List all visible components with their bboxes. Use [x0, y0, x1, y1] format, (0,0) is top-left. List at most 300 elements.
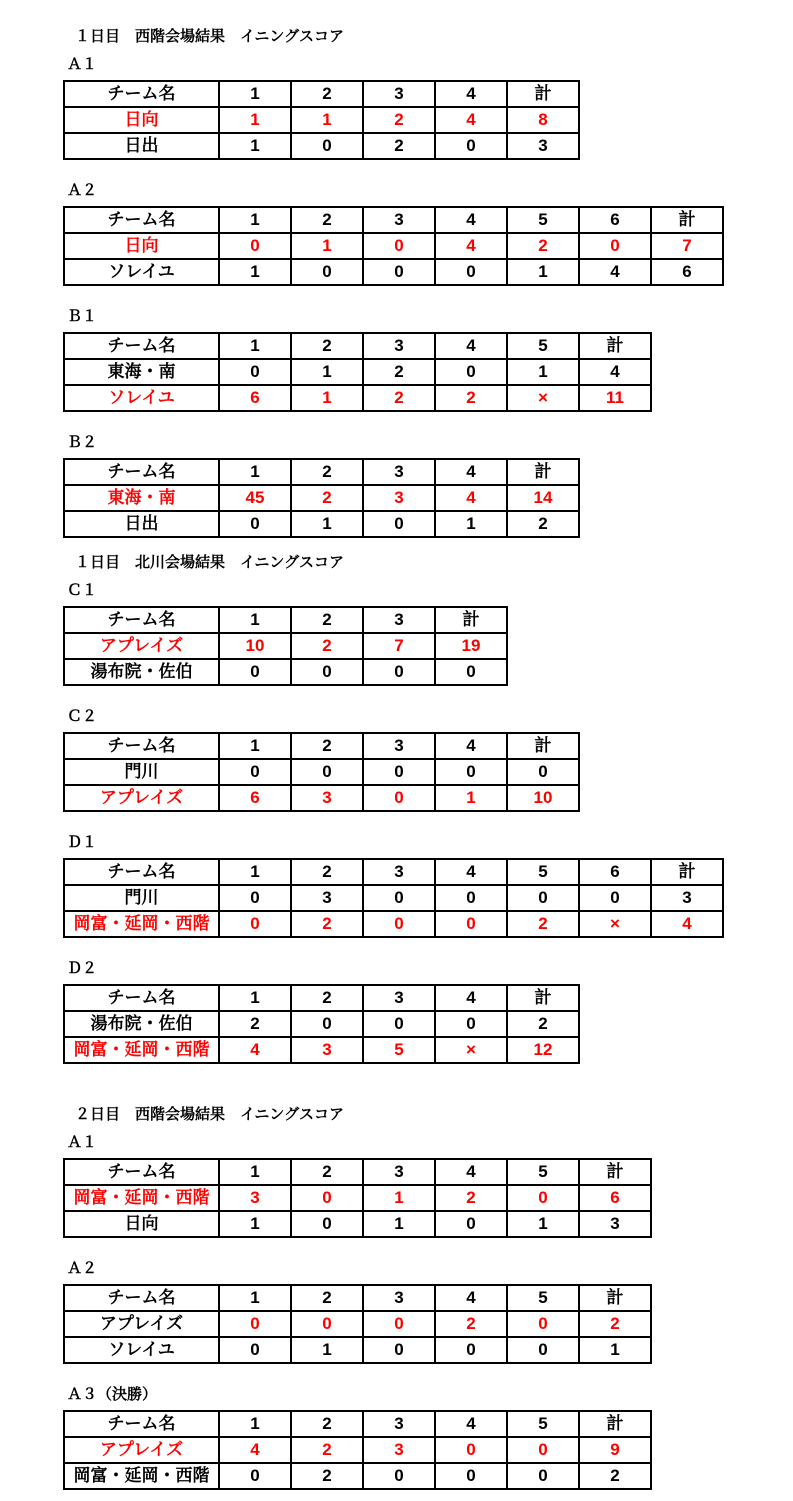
inning-score-cell: 2 — [435, 1185, 507, 1211]
inning-number-header: 3 — [363, 607, 435, 633]
header-row — [64, 207, 723, 233]
team-name-cell: 岡富・延岡・西階 — [64, 1185, 219, 1211]
total-score-cell: 6 — [579, 1185, 651, 1211]
team-name-header: チーム名 — [64, 207, 219, 233]
match-label: Ａ２ — [67, 1260, 98, 1277]
inning-score-cell: 1 — [219, 107, 291, 133]
inning-number-header: 1 — [219, 333, 291, 359]
inning-number-header: 3 — [363, 859, 435, 885]
header-row — [64, 985, 579, 1011]
inning-score-cell: 0 — [507, 1463, 579, 1489]
inning-score-cell: 3 — [291, 785, 363, 811]
team-name-cell: アプレイズ — [64, 785, 219, 811]
inning-number-header: 2 — [291, 1411, 363, 1437]
total-score-cell: 7 — [651, 233, 723, 259]
team-name-header: チーム名 — [64, 1285, 219, 1311]
inning-score-cell: 0 — [363, 885, 435, 911]
inning-score-cell: 4 — [435, 107, 507, 133]
inning-number-header: 6 — [579, 207, 651, 233]
inning-score-cell: × — [507, 385, 579, 411]
total-score-cell: 3 — [579, 1211, 651, 1237]
team-name-header: チーム名 — [64, 733, 219, 759]
inning-score-cell: 2 — [291, 911, 363, 937]
inning-score-cell: × — [435, 1037, 507, 1063]
inning-number-header: 2 — [291, 733, 363, 759]
inning-score-cell: 1 — [219, 259, 291, 285]
team-row — [64, 107, 579, 133]
inning-score-cell: 1 — [507, 359, 579, 385]
table-head — [64, 859, 723, 885]
inning-score-cell: 0 — [507, 1185, 579, 1211]
team-name-cell: アプレイズ — [64, 1311, 219, 1337]
inning-number-header: 6 — [579, 859, 651, 885]
inning-score-cell: 0 — [435, 259, 507, 285]
inning-score-cell: 0 — [363, 911, 435, 937]
team-name-cell: アプレイズ — [64, 1437, 219, 1463]
team-name-cell: 日向 — [64, 233, 219, 259]
inning-score-cell: 0 — [291, 1211, 363, 1237]
inning-score-cell: 45 — [219, 485, 291, 511]
inning-score-cell: 2 — [363, 359, 435, 385]
inning-score-cell: 2 — [363, 107, 435, 133]
inning-score-cell: 4 — [219, 1037, 291, 1063]
table-head — [64, 81, 579, 107]
result-section — [0, 1106, 793, 1490]
team-name-cell: 日向 — [64, 1211, 219, 1237]
inning-score-table — [63, 858, 724, 938]
inning-score-cell: 0 — [435, 1211, 507, 1237]
inning-score-cell: 0 — [435, 1463, 507, 1489]
inning-score-cell: 2 — [363, 385, 435, 411]
inning-score-cell: 0 — [435, 359, 507, 385]
inning-score-cell: 0 — [219, 511, 291, 537]
inning-score-cell: 7 — [363, 633, 435, 659]
inning-number-header: 1 — [219, 1411, 291, 1437]
inning-number-header: 4 — [435, 207, 507, 233]
inning-score-cell: 2 — [435, 1311, 507, 1337]
team-name-cell: 日出 — [64, 133, 219, 159]
inning-score-cell: 0 — [435, 1337, 507, 1363]
team-name-cell: 岡富・延岡・西階 — [64, 1463, 219, 1489]
inning-number-header: 5 — [507, 1159, 579, 1185]
inning-score-cell: 0 — [507, 885, 579, 911]
header-row — [64, 333, 651, 359]
table-head — [64, 333, 651, 359]
inning-score-cell: 1 — [291, 1337, 363, 1363]
match-label: Ａ１ — [67, 1134, 98, 1151]
inning-score-cell: 1 — [291, 511, 363, 537]
inning-score-cell: 5 — [363, 1037, 435, 1063]
inning-number-header: 4 — [435, 333, 507, 359]
inning-score-cell: 0 — [291, 1311, 363, 1337]
inning-number-header: 2 — [291, 985, 363, 1011]
inning-number-header: 1 — [219, 859, 291, 885]
team-name-header: チーム名 — [64, 1159, 219, 1185]
inning-score-cell: 2 — [507, 911, 579, 937]
total-score-cell: 1 — [579, 1337, 651, 1363]
inning-score-cell: 0 — [219, 911, 291, 937]
inning-score-cell: 1 — [435, 511, 507, 537]
section-title: １日目 北川会場結果 イニングスコア — [75, 554, 344, 571]
inning-score-table — [63, 1410, 652, 1490]
inning-score-cell: 0 — [291, 659, 363, 685]
inning-score-table — [63, 606, 508, 686]
inning-score-cell: 4 — [219, 1437, 291, 1463]
total-score-cell: 14 — [507, 485, 579, 511]
inning-score-cell: 1 — [435, 785, 507, 811]
inning-score-cell: 1 — [219, 1211, 291, 1237]
inning-score-cell: 10 — [219, 633, 291, 659]
table-head — [64, 985, 579, 1011]
inning-score-cell: 0 — [363, 259, 435, 285]
team-row — [64, 759, 579, 785]
result-section — [0, 28, 793, 538]
inning-score-cell: 0 — [219, 759, 291, 785]
team-row — [64, 1311, 651, 1337]
inning-score-cell: 1 — [507, 1211, 579, 1237]
inning-score-table — [63, 332, 652, 412]
table-body — [64, 1185, 651, 1237]
inning-score-table — [63, 458, 580, 538]
match-label: Ｂ２ — [67, 434, 98, 451]
header-row — [64, 859, 723, 885]
total-header: 計 — [507, 733, 579, 759]
team-row — [64, 511, 579, 537]
total-score-cell: 12 — [507, 1037, 579, 1063]
team-name-cell: アプレイズ — [64, 633, 219, 659]
inning-number-header: 5 — [507, 1411, 579, 1437]
inning-score-table — [63, 206, 724, 286]
inning-number-header: 2 — [291, 459, 363, 485]
inning-score-cell: 0 — [363, 659, 435, 685]
table-body — [64, 633, 507, 685]
team-name-cell: 東海・南 — [64, 485, 219, 511]
inning-score-cell: 3 — [363, 1437, 435, 1463]
inning-score-cell: 0 — [363, 1311, 435, 1337]
inning-score-cell: 2 — [435, 385, 507, 411]
match-label: Ｄ１ — [67, 834, 98, 851]
inning-score-cell: 1 — [507, 259, 579, 285]
inning-score-cell: 0 — [363, 1337, 435, 1363]
table-body — [64, 1437, 651, 1489]
inning-score-cell: 0 — [435, 1011, 507, 1037]
inning-number-header: 2 — [291, 81, 363, 107]
inning-score-cell: 0 — [435, 133, 507, 159]
inning-number-header: 5 — [507, 333, 579, 359]
team-row — [64, 359, 651, 385]
match-label: Ａ２ — [67, 182, 98, 199]
header-row — [64, 1411, 651, 1437]
inning-number-header: 1 — [219, 1159, 291, 1185]
inning-number-header: 5 — [507, 1285, 579, 1311]
inning-score-table — [63, 80, 580, 160]
match-label: Ｄ２ — [67, 960, 98, 977]
inning-score-report — [0, 28, 793, 1490]
team-row — [64, 259, 723, 285]
team-row — [64, 785, 579, 811]
total-score-cell: 2 — [507, 511, 579, 537]
inning-score-cell: 0 — [579, 885, 651, 911]
header-row — [64, 81, 579, 107]
match-label: Ｃ１ — [67, 582, 98, 599]
inning-number-header: 4 — [435, 859, 507, 885]
team-name-cell: 門川 — [64, 759, 219, 785]
total-score-cell: 3 — [507, 133, 579, 159]
inning-score-table — [63, 732, 580, 812]
table-body — [64, 107, 579, 159]
team-row — [64, 1211, 651, 1237]
inning-score-cell: 2 — [291, 485, 363, 511]
team-name-cell: 門川 — [64, 885, 219, 911]
inning-number-header: 1 — [219, 459, 291, 485]
inning-score-cell: 4 — [435, 485, 507, 511]
team-row — [64, 385, 651, 411]
inning-number-header: 1 — [219, 207, 291, 233]
inning-score-cell: 2 — [363, 133, 435, 159]
header-row — [64, 1159, 651, 1185]
team-name-cell: 岡富・延岡・西階 — [64, 911, 219, 937]
result-section — [0, 554, 793, 1064]
team-name-header: チーム名 — [64, 333, 219, 359]
inning-score-cell: 1 — [291, 385, 363, 411]
team-name-header: チーム名 — [64, 1411, 219, 1437]
team-name-header: チーム名 — [64, 607, 219, 633]
inning-score-cell: 0 — [507, 1311, 579, 1337]
team-row — [64, 911, 723, 937]
inning-number-header: 3 — [363, 207, 435, 233]
team-row — [64, 1185, 651, 1211]
inning-score-cell: 0 — [219, 359, 291, 385]
table-head — [64, 1411, 651, 1437]
total-header: 計 — [651, 859, 723, 885]
inning-score-cell: 0 — [363, 759, 435, 785]
inning-score-cell: 2 — [219, 1011, 291, 1037]
table-body — [64, 1011, 579, 1063]
inning-number-header: 3 — [363, 81, 435, 107]
section-title: １日目 西階会場結果 イニングスコア — [75, 28, 344, 45]
total-score-cell: 2 — [579, 1311, 651, 1337]
inning-score-cell: 0 — [219, 1337, 291, 1363]
inning-number-header: 5 — [507, 859, 579, 885]
inning-score-cell: 0 — [363, 1011, 435, 1037]
team-name-cell: ソレイユ — [64, 1337, 219, 1363]
inning-score-cell: 6 — [219, 385, 291, 411]
inning-score-cell: 0 — [219, 1311, 291, 1337]
team-name-cell: 岡富・延岡・西階 — [64, 1037, 219, 1063]
total-score-cell: 10 — [507, 785, 579, 811]
total-header: 計 — [507, 459, 579, 485]
header-row — [64, 733, 579, 759]
table-head — [64, 607, 507, 633]
section-title: ２日目 西階会場結果 イニングスコア — [75, 1106, 344, 1123]
team-row — [64, 1011, 579, 1037]
team-name-cell: ソレイユ — [64, 259, 219, 285]
inning-score-cell: 0 — [435, 759, 507, 785]
inning-score-cell: × — [579, 911, 651, 937]
inning-score-cell: 1 — [291, 359, 363, 385]
team-row — [64, 1037, 579, 1063]
inning-score-cell: 0 — [219, 885, 291, 911]
inning-number-header: 4 — [435, 985, 507, 1011]
table-body — [64, 759, 579, 811]
inning-number-header: 4 — [435, 733, 507, 759]
inning-score-cell: 1 — [363, 1185, 435, 1211]
inning-score-table — [63, 1158, 652, 1238]
inning-number-header: 2 — [291, 207, 363, 233]
inning-score-cell: 3 — [291, 885, 363, 911]
inning-score-cell: 0 — [363, 511, 435, 537]
inning-score-cell: 0 — [363, 1463, 435, 1489]
team-row — [64, 233, 723, 259]
inning-score-cell: 0 — [291, 1185, 363, 1211]
total-score-cell: 4 — [651, 911, 723, 937]
inning-number-header: 4 — [435, 81, 507, 107]
inning-score-cell: 0 — [291, 259, 363, 285]
inning-score-table — [63, 984, 580, 1064]
inning-score-cell: 0 — [507, 1337, 579, 1363]
team-row — [64, 885, 723, 911]
inning-number-header: 3 — [363, 1159, 435, 1185]
inning-score-cell: 0 — [363, 233, 435, 259]
team-name-cell: 日出 — [64, 511, 219, 537]
total-score-cell: 6 — [651, 259, 723, 285]
team-row — [64, 659, 507, 685]
table-body — [64, 485, 579, 537]
inning-score-cell: 0 — [363, 785, 435, 811]
inning-number-header: 3 — [363, 1411, 435, 1437]
inning-number-header: 1 — [219, 733, 291, 759]
inning-score-cell: 2 — [291, 1463, 363, 1489]
team-row — [64, 1437, 651, 1463]
total-score-cell: 2 — [507, 1011, 579, 1037]
inning-number-header: 2 — [291, 859, 363, 885]
inning-score-cell: 1 — [291, 107, 363, 133]
match-label: Ｂ１ — [67, 308, 98, 325]
team-name-cell: 日向 — [64, 107, 219, 133]
team-name-cell: ソレイユ — [64, 385, 219, 411]
inning-score-cell: 3 — [219, 1185, 291, 1211]
team-name-header: チーム名 — [64, 459, 219, 485]
inning-number-header: 4 — [435, 1285, 507, 1311]
inning-number-header: 3 — [363, 1285, 435, 1311]
inning-number-header: 2 — [291, 333, 363, 359]
table-body — [64, 1311, 651, 1363]
table-head — [64, 207, 723, 233]
inning-number-header: 3 — [363, 733, 435, 759]
match-label: Ｃ２ — [67, 708, 98, 725]
total-header: 計 — [579, 1411, 651, 1437]
team-name-header: チーム名 — [64, 81, 219, 107]
total-header: 計 — [579, 1285, 651, 1311]
table-body — [64, 885, 723, 937]
table-head — [64, 1159, 651, 1185]
inning-score-cell: 0 — [435, 1437, 507, 1463]
total-score-cell: 19 — [435, 633, 507, 659]
table-head — [64, 733, 579, 759]
inning-score-cell: 2 — [291, 1437, 363, 1463]
inning-score-cell: 0 — [219, 1463, 291, 1489]
team-row — [64, 633, 507, 659]
inning-number-header: 1 — [219, 985, 291, 1011]
team-row — [64, 1337, 651, 1363]
inning-number-header: 1 — [219, 607, 291, 633]
inning-number-header: 1 — [219, 1285, 291, 1311]
inning-number-header: 4 — [435, 459, 507, 485]
inning-number-header: 3 — [363, 333, 435, 359]
total-score-cell: 2 — [579, 1463, 651, 1489]
total-header: 計 — [579, 1159, 651, 1185]
table-head — [64, 1285, 651, 1311]
inning-score-cell: 0 — [435, 911, 507, 937]
inning-number-header: 4 — [435, 1411, 507, 1437]
team-name-cell: 東海・南 — [64, 359, 219, 385]
match-label: Ａ１ — [67, 56, 98, 73]
inning-number-header: 2 — [291, 607, 363, 633]
total-header: 計 — [507, 985, 579, 1011]
team-name-header: チーム名 — [64, 985, 219, 1011]
header-row — [64, 1285, 651, 1311]
table-body — [64, 233, 723, 285]
inning-score-cell: 4 — [579, 259, 651, 285]
inning-number-header: 1 — [219, 81, 291, 107]
total-header: 計 — [651, 207, 723, 233]
inning-score-cell: 0 — [219, 659, 291, 685]
inning-number-header: 2 — [291, 1159, 363, 1185]
inning-score-cell: 1 — [291, 233, 363, 259]
total-header: 計 — [507, 81, 579, 107]
total-header: 計 — [435, 607, 507, 633]
inning-number-header: 3 — [363, 985, 435, 1011]
inning-score-cell: 3 — [291, 1037, 363, 1063]
inning-score-cell: 1 — [219, 133, 291, 159]
header-row — [64, 459, 579, 485]
inning-score-cell: 3 — [363, 485, 435, 511]
inning-number-header: 3 — [363, 459, 435, 485]
inning-number-header: 4 — [435, 1159, 507, 1185]
inning-score-cell: 6 — [219, 785, 291, 811]
team-row — [64, 485, 579, 511]
inning-score-cell: 0 — [435, 885, 507, 911]
team-name-cell: 湯布院・佐伯 — [64, 659, 219, 685]
team-name-header: チーム名 — [64, 859, 219, 885]
inning-score-cell: 1 — [363, 1211, 435, 1237]
table-body — [64, 359, 651, 411]
inning-score-cell: 4 — [435, 233, 507, 259]
inning-score-cell: 2 — [291, 633, 363, 659]
inning-score-cell: 0 — [507, 1437, 579, 1463]
total-score-cell: 4 — [579, 359, 651, 385]
inning-number-header: 2 — [291, 1285, 363, 1311]
inning-number-header: 5 — [507, 207, 579, 233]
team-row — [64, 133, 579, 159]
total-score-cell: 8 — [507, 107, 579, 133]
team-name-cell: 湯布院・佐伯 — [64, 1011, 219, 1037]
total-score-cell: 3 — [651, 885, 723, 911]
total-header: 計 — [579, 333, 651, 359]
header-row — [64, 607, 507, 633]
table-head — [64, 459, 579, 485]
team-row — [64, 1463, 651, 1489]
match-label: Ａ３（決勝） — [67, 1386, 158, 1403]
inning-score-cell: 0 — [579, 233, 651, 259]
inning-score-table — [63, 1284, 652, 1364]
total-score-cell: 11 — [579, 385, 651, 411]
inning-score-cell: 0 — [291, 133, 363, 159]
total-score-cell: 0 — [435, 659, 507, 685]
total-score-cell: 0 — [507, 759, 579, 785]
inning-score-cell: 0 — [291, 1011, 363, 1037]
inning-score-cell: 2 — [507, 233, 579, 259]
